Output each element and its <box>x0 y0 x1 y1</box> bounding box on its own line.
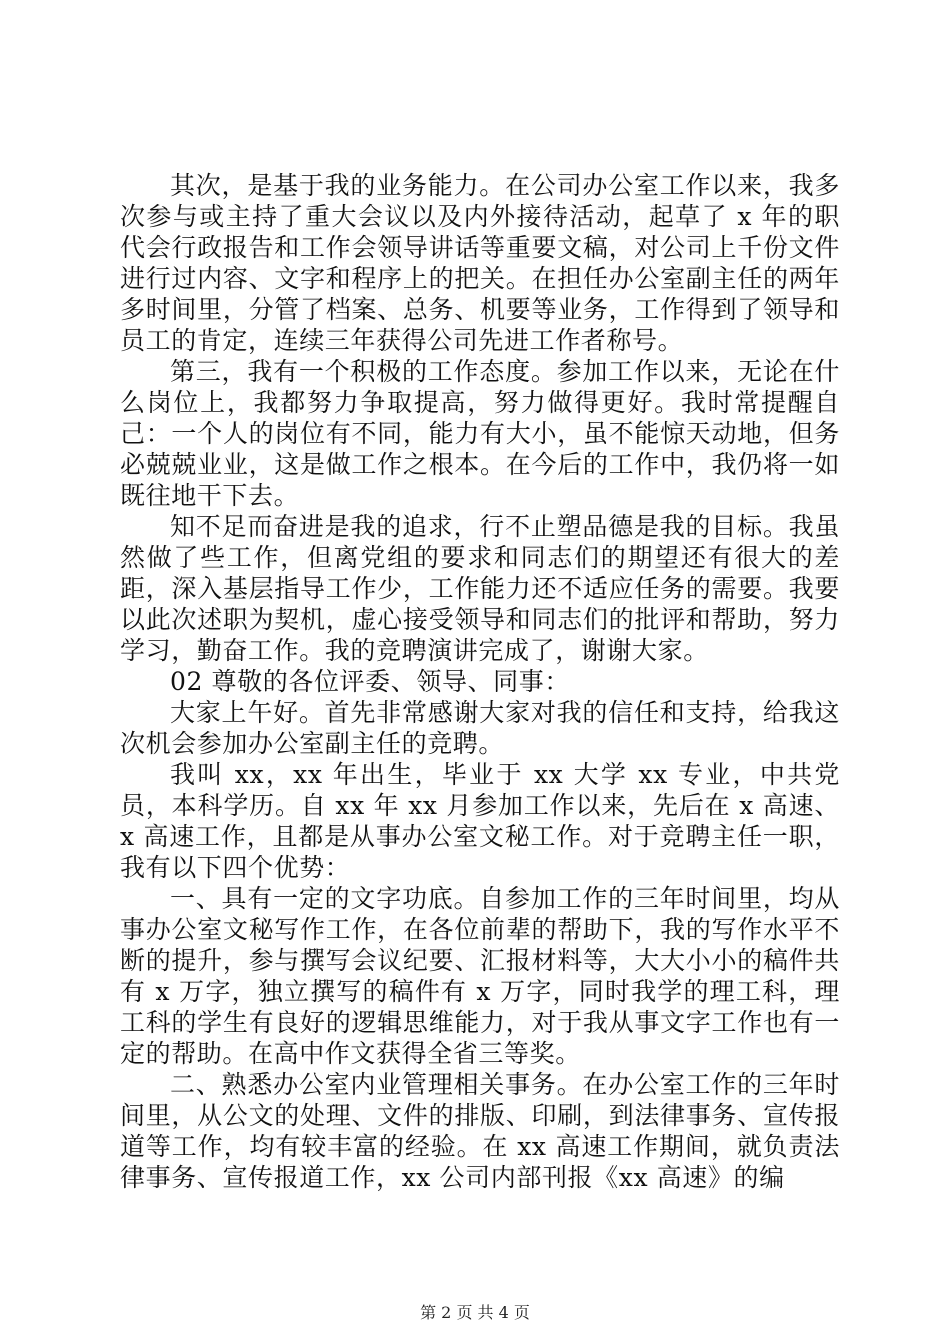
paragraph: 大家上午好。首先非常感谢大家对我的信任和支持，给我这次机会参加办公室副主任的竞聘。 <box>120 698 840 758</box>
page-number: 第 2 页 共 4 页 <box>420 1303 530 1322</box>
paragraph: 我叫 xx，xx 年出生，毕业于 xx 大学 xx 专业，中共党员，本科学历。自 xx 年 xx 月参加工作以来，先后在 x 高速、x 高速工作，且都是从事办公室文秘工作。对于竞聘主任一职，我有以下四个优势： <box>120 760 840 882</box>
paragraph: 知不足而奋进是我的追求，行不止塑品德是我的目标。我虽然做了些工作，但离党组的要求和同志们的期望还有很大的差距，深入基层指导工作少，工作能力还不适应任务的需要。我要以此次述职为契机，虚心接受领导和同志们的批评和帮助，努力学习，勤奋工作。我的竞聘演讲完成了，谢谢大家。 <box>120 512 840 665</box>
paragraph: 第三，我有一个积极的工作态度。参加工作以来，无论在什么岗位上，我都努力争取提高，努力做得更好。我时常提醒自己：一个人的岗位有不同，能力有大小，虽不能惊天动地，但务必兢兢业业，这是做工作之根本。在今后的工作中，我仍将一如既往地干下去。 <box>120 357 840 510</box>
paragraph: 一、具有一定的文字功底。自参加工作的三年时间里，均从事办公室文秘写作工作，在各位前辈的帮助下，我的写作水平不断的提升，参与撰写会议纪要、汇报材料等，大大小小的稿件共有 x 万字，独立撰写的稿件有 x 万字，同时我学的理工科，理工科的学生有良好的逻辑思维能力，对于我从事文字工作也有一定的帮助。在高中作文获得全省三等奖。 <box>120 884 840 1068</box>
paragraph: 二、熟悉办公室内业管理相关事务。在办公室工作的三年时间里，从公文的处理、文件的排版、印刷，到法律事务、宣传报道等工作，均有较丰富的经验。在 xx 高速工作期间，就负责法律事务、宣传报道工作，xx 公司内部刊报《xx 高速》的编 <box>120 1070 840 1192</box>
section-heading: 02 尊敬的各位评委、领导、同事： <box>170 667 570 696</box>
document-body <box>120 170 840 1193</box>
paragraph: 其次，是基于我的业务能力。在公司办公室工作以来，我多次参与或主持了重大会议以及内外接待活动，起草了 x 年的职代会行政报告和工作会领导讲话等重要文稿，对公司上千份文件进行过内容、文字和程序上的把关。在担任办公室副主任的两年多时间里，分管了档案、总务、机要等业务，工作得到了领导和员工的肯定，连续三年获得公司先进工作者称号。 <box>120 171 840 355</box>
